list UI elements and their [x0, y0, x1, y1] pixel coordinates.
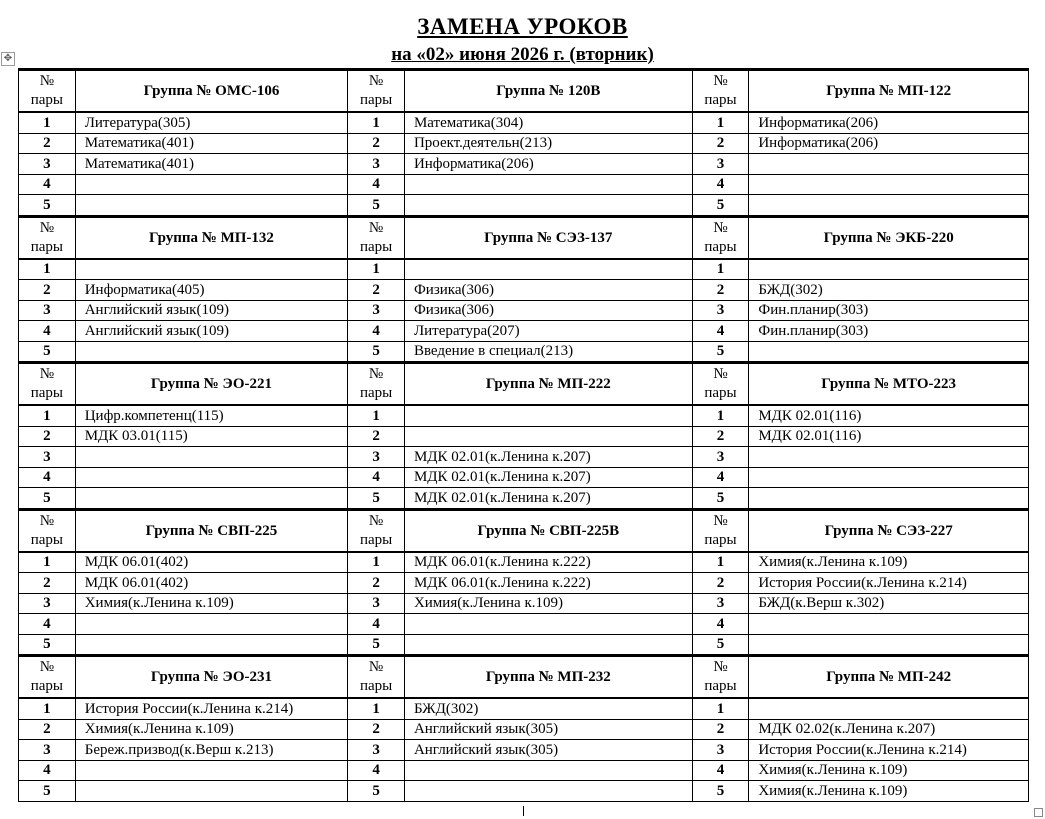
lesson-subject: Информатика(206): [404, 154, 692, 175]
lesson-row: [19, 405, 1029, 426]
pairs-label: пары: [30, 385, 63, 401]
lesson-number: 2: [692, 133, 749, 154]
lesson-subject: Химия(к.Ленина к.109): [749, 760, 1029, 781]
lesson-subject: [749, 447, 1029, 468]
pairs-label: пары: [30, 531, 63, 548]
lesson-subject: МДК 06.01(402): [75, 552, 348, 573]
lesson-number: 4: [348, 760, 405, 781]
lesson-number: 3: [348, 593, 405, 614]
group-name: Группа № МП-232: [404, 656, 692, 699]
lesson-row: [19, 195, 1029, 217]
lesson-row: [19, 634, 1029, 656]
lesson-number: 1: [19, 552, 76, 573]
table-move-handle-icon[interactable]: ✥: [1, 52, 15, 66]
pairs-label: пары: [704, 385, 737, 401]
lesson-number-header: [348, 509, 405, 552]
lesson-subject: [75, 760, 348, 781]
lesson-number: 2: [348, 280, 405, 301]
lesson-subject: [404, 614, 692, 635]
number-sign-label: №: [368, 73, 384, 89]
lesson-number: 1: [19, 259, 76, 280]
lesson-subject: Химия(к.Ленина к.109): [75, 719, 348, 740]
lesson-subject: [75, 467, 348, 488]
lesson-number: 1: [19, 405, 76, 426]
lesson-number: 2: [692, 426, 749, 447]
lesson-subject: [404, 426, 692, 447]
number-sign-label: №: [368, 512, 384, 529]
lesson-number: 5: [692, 488, 749, 510]
lesson-subject: Химия(к.Ленина к.109): [75, 593, 348, 614]
lesson-subject: Английский язык(109): [75, 321, 348, 342]
lesson-subject: Математика(401): [75, 154, 348, 175]
lesson-subject: [75, 174, 348, 195]
lesson-subject: [749, 154, 1029, 175]
lesson-number: 5: [348, 781, 405, 802]
lesson-number: 4: [19, 760, 76, 781]
lesson-number: 4: [19, 614, 76, 635]
lesson-subject: Английский язык(109): [75, 300, 348, 321]
pairs-label: пары: [704, 678, 737, 694]
lesson-row: [19, 341, 1029, 363]
lesson-number-header: [19, 509, 76, 552]
lesson-number: 4: [19, 174, 76, 195]
pairs-label: пары: [30, 678, 63, 694]
lesson-number: 5: [692, 341, 749, 363]
lesson-number: 2: [348, 426, 405, 447]
lesson-subject: Химия(к.Ленина к.109): [749, 552, 1029, 573]
lesson-number-header: [692, 656, 749, 699]
lesson-subject: Информатика(405): [75, 280, 348, 301]
lesson-number: 4: [348, 614, 405, 635]
lesson-number: 2: [19, 133, 76, 154]
pairs-label: пары: [704, 531, 737, 548]
lesson-subject: Литература(207): [404, 321, 692, 342]
number-sign-label: №: [713, 366, 728, 382]
lesson-number: 2: [19, 280, 76, 301]
lesson-subject: [749, 259, 1029, 280]
lesson-subject: [75, 447, 348, 468]
lesson-subject: Английский язык(305): [404, 740, 692, 761]
lesson-subject: [75, 614, 348, 635]
lesson-number: 4: [348, 174, 405, 195]
lesson-number-header: [692, 216, 749, 259]
lesson-row: [19, 552, 1029, 573]
lesson-number: 5: [692, 634, 749, 656]
lesson-row: [19, 781, 1029, 802]
group-header-row: [19, 363, 1029, 406]
document-subtitle: на «02» июня 2026 г. (вторник): [391, 44, 654, 65]
lesson-number: 5: [348, 341, 405, 363]
lesson-number: 4: [692, 174, 749, 195]
lesson-subject: Химия(к.Ленина к.109): [749, 781, 1029, 802]
lesson-subject: МДК 02.01(к.Ленина к.207): [404, 447, 692, 468]
lesson-subject: Английский язык(305): [404, 719, 692, 740]
lesson-number-header: [348, 70, 405, 113]
lesson-subject: [75, 195, 348, 217]
lesson-number: 3: [19, 154, 76, 175]
lesson-number: 2: [348, 133, 405, 154]
lesson-row: [19, 760, 1029, 781]
lesson-subject: История России(к.Ленина к.214): [75, 698, 348, 719]
lesson-subject: МДК 02.02(к.Ленина к.207): [749, 719, 1029, 740]
lesson-number-header: [348, 216, 405, 259]
lesson-subject: [75, 488, 348, 510]
lesson-subject: [404, 405, 692, 426]
lesson-number: 4: [348, 467, 405, 488]
number-sign-label: №: [39, 73, 55, 89]
lesson-number: 5: [692, 195, 749, 217]
lesson-number: 2: [692, 573, 749, 594]
lesson-subject: [749, 467, 1029, 488]
lesson-number: 5: [19, 634, 76, 656]
number-sign-label: №: [368, 219, 384, 236]
lesson-row: [19, 719, 1029, 740]
lesson-number-header: [19, 70, 76, 113]
lesson-number: 5: [692, 781, 749, 802]
lesson-number: 1: [692, 698, 749, 719]
number-sign-label: №: [39, 219, 55, 236]
lesson-subject: [404, 195, 692, 217]
lesson-row: [19, 300, 1029, 321]
lesson-subject: История России(к.Ленина к.214): [749, 573, 1029, 594]
group-name: Группа № СВП-225: [75, 509, 348, 552]
pairs-label: пары: [359, 678, 393, 694]
lesson-number: 3: [348, 447, 405, 468]
lesson-number: 2: [19, 426, 76, 447]
lesson-row: [19, 321, 1029, 342]
lesson-number: 5: [19, 488, 76, 510]
pairs-label: пары: [359, 238, 393, 255]
lesson-number-header: [692, 509, 749, 552]
group-name: Группа № СВП-225В: [404, 509, 692, 552]
lesson-number: 2: [692, 280, 749, 301]
schedule-table-body: [19, 70, 1029, 802]
lesson-subject: Введение в специал(213): [404, 341, 692, 363]
lesson-subject: Литература(305): [75, 112, 348, 133]
lesson-subject: [404, 259, 692, 280]
lesson-subject: Цифр.компетенц(115): [75, 405, 348, 426]
lesson-row: [19, 467, 1029, 488]
lesson-number: 1: [692, 552, 749, 573]
lesson-number: 3: [348, 300, 405, 321]
pairs-label: пары: [704, 238, 737, 255]
lesson-number: 1: [348, 405, 405, 426]
lesson-subject: МДК 03.01(115): [75, 426, 348, 447]
number-sign-label: №: [39, 366, 55, 382]
pairs-label: пары: [359, 385, 393, 401]
lesson-number: 3: [692, 154, 749, 175]
lesson-subject: Фин.планир(303): [749, 321, 1029, 342]
lesson-row: [19, 154, 1029, 175]
lesson-number: 5: [19, 195, 76, 217]
lesson-number: 5: [348, 488, 405, 510]
lesson-number: 1: [348, 698, 405, 719]
number-sign-label: №: [713, 659, 728, 675]
lesson-row: [19, 698, 1029, 719]
number-sign-label: №: [713, 219, 728, 236]
number-sign-label: №: [713, 512, 728, 529]
lesson-number: 1: [19, 112, 76, 133]
pairs-label: пары: [30, 92, 63, 108]
lesson-number: 1: [692, 112, 749, 133]
lesson-row: [19, 426, 1029, 447]
lesson-number: 5: [19, 781, 76, 802]
lesson-number: 5: [348, 634, 405, 656]
lesson-subject: [404, 174, 692, 195]
pairs-label: пары: [359, 92, 393, 108]
group-name: Группа № СЭЗ-137: [404, 216, 692, 259]
lesson-subject: Фин.планир(303): [749, 300, 1029, 321]
lesson-subject: [404, 781, 692, 802]
lesson-number-header: [19, 216, 76, 259]
group-name: Группа № ЭО-231: [75, 656, 348, 699]
lesson-subject: МДК 06.01(402): [75, 573, 348, 594]
lesson-row: [19, 614, 1029, 635]
number-sign-label: №: [368, 366, 384, 382]
lesson-subject: Физика(306): [404, 300, 692, 321]
lesson-number: 3: [692, 300, 749, 321]
lesson-subject: МДК 02.01(к.Ленина к.207): [404, 488, 692, 510]
lesson-subject: БЖД(302): [404, 698, 692, 719]
lesson-subject: [75, 634, 348, 656]
group-name: Группа № МП-222: [404, 363, 692, 406]
lesson-subject: МДК 02.01(к.Ленина к.207): [404, 467, 692, 488]
lesson-number: 1: [692, 259, 749, 280]
lesson-number: 2: [19, 573, 76, 594]
lesson-row: [19, 280, 1029, 301]
group-name: Группа № МТО-223: [749, 363, 1029, 406]
lesson-subject: Информатика(206): [749, 112, 1029, 133]
group-header-row: [19, 216, 1029, 259]
number-sign-label: №: [39, 512, 55, 529]
lesson-number: 3: [692, 593, 749, 614]
lesson-subject: [749, 341, 1029, 363]
lesson-row: [19, 488, 1029, 510]
lesson-number: 3: [692, 740, 749, 761]
lesson-subject: МДК 06.01(к.Ленина к.222): [404, 552, 692, 573]
group-name: Группа № 120В: [404, 70, 692, 113]
lesson-row: [19, 447, 1029, 468]
lesson-number: 4: [19, 467, 76, 488]
lesson-subject: [404, 760, 692, 781]
lesson-subject: [75, 259, 348, 280]
lesson-number: 4: [692, 760, 749, 781]
lesson-subject: [749, 614, 1029, 635]
lesson-number: 3: [19, 740, 76, 761]
lesson-number: 4: [692, 321, 749, 342]
lesson-row: [19, 740, 1029, 761]
group-name: Группа № МП-242: [749, 656, 1029, 699]
lesson-number-header: [692, 363, 749, 406]
lesson-number: 3: [348, 154, 405, 175]
lesson-subject: [749, 174, 1029, 195]
lesson-subject: Математика(304): [404, 112, 692, 133]
lesson-number: 1: [348, 259, 405, 280]
number-sign-label: №: [713, 73, 728, 89]
lesson-number: 4: [348, 321, 405, 342]
lesson-number: 1: [348, 112, 405, 133]
lesson-row: [19, 174, 1029, 195]
pairs-label: пары: [704, 92, 737, 108]
lesson-number: 4: [692, 467, 749, 488]
lesson-subject: Физика(306): [404, 280, 692, 301]
lesson-number: 2: [348, 573, 405, 594]
group-name: Группа № МП-122: [749, 70, 1029, 113]
lesson-subject: МДК 02.01(116): [749, 405, 1029, 426]
lesson-number: 1: [692, 405, 749, 426]
lesson-number: 2: [19, 719, 76, 740]
lesson-subject: Химия(к.Ленина к.109): [404, 593, 692, 614]
lesson-number: 3: [19, 593, 76, 614]
lesson-number: 5: [19, 341, 76, 363]
lesson-row: [19, 133, 1029, 154]
lesson-number: 4: [692, 614, 749, 635]
schedule-table: [18, 68, 1029, 802]
lesson-subject: Информатика(206): [749, 133, 1029, 154]
pairs-label: пары: [359, 531, 393, 548]
group-header-row: [19, 656, 1029, 699]
group-header-row: [19, 70, 1029, 113]
lesson-subject: [75, 781, 348, 802]
lesson-number-header: [19, 656, 76, 699]
lesson-subject: История России(к.Ленина к.214): [749, 740, 1029, 761]
lesson-row: [19, 573, 1029, 594]
lesson-subject: Проект.деятельн(213): [404, 133, 692, 154]
lesson-number: 3: [19, 300, 76, 321]
lesson-number: 3: [692, 447, 749, 468]
lesson-subject: [749, 634, 1029, 656]
number-sign-label: №: [39, 659, 55, 675]
lesson-number-header: [692, 70, 749, 113]
lesson-subject: [75, 341, 348, 363]
pairs-label: пары: [30, 238, 63, 255]
lesson-number-header: [348, 656, 405, 699]
group-name: Группа № ЭКБ-220: [749, 216, 1029, 259]
lesson-row: [19, 259, 1029, 280]
lesson-subject: [749, 195, 1029, 217]
lesson-subject: [749, 698, 1029, 719]
document-title: ЗАМЕНА УРОКОВ: [417, 14, 628, 39]
lesson-number: 5: [348, 195, 405, 217]
lesson-number-header: [348, 363, 405, 406]
lesson-number: 1: [348, 552, 405, 573]
lesson-subject: МДК 02.01(116): [749, 426, 1029, 447]
lesson-row: [19, 593, 1029, 614]
lesson-number: 2: [348, 719, 405, 740]
lesson-number: 4: [19, 321, 76, 342]
lesson-number: 3: [348, 740, 405, 761]
lesson-subject: [404, 634, 692, 656]
group-name: Группа № ОМС-106: [75, 70, 348, 113]
lesson-subject: МДК 06.01(к.Ленина к.222): [404, 573, 692, 594]
lesson-number-header: [19, 363, 76, 406]
lesson-number: 2: [692, 719, 749, 740]
lesson-row: [19, 112, 1029, 133]
lesson-subject: БЖД(302): [749, 280, 1029, 301]
end-of-table-marker: [1034, 808, 1043, 817]
lesson-subject: БЖД(к.Верш к.302): [749, 593, 1029, 614]
lesson-number: 1: [19, 698, 76, 719]
group-header-row: [19, 509, 1029, 552]
group-name: Группа № МП-132: [75, 216, 348, 259]
lesson-number: 3: [19, 447, 76, 468]
ruler-tick: [523, 806, 524, 816]
lesson-subject: [749, 488, 1029, 510]
group-name: Группа № СЭЗ-227: [749, 509, 1029, 552]
lesson-subject: Математика(401): [75, 133, 348, 154]
group-name: Группа № ЭО-221: [75, 363, 348, 406]
lesson-subject: Береж.призвод(к.Верш к.213): [75, 740, 348, 761]
number-sign-label: №: [368, 659, 384, 675]
